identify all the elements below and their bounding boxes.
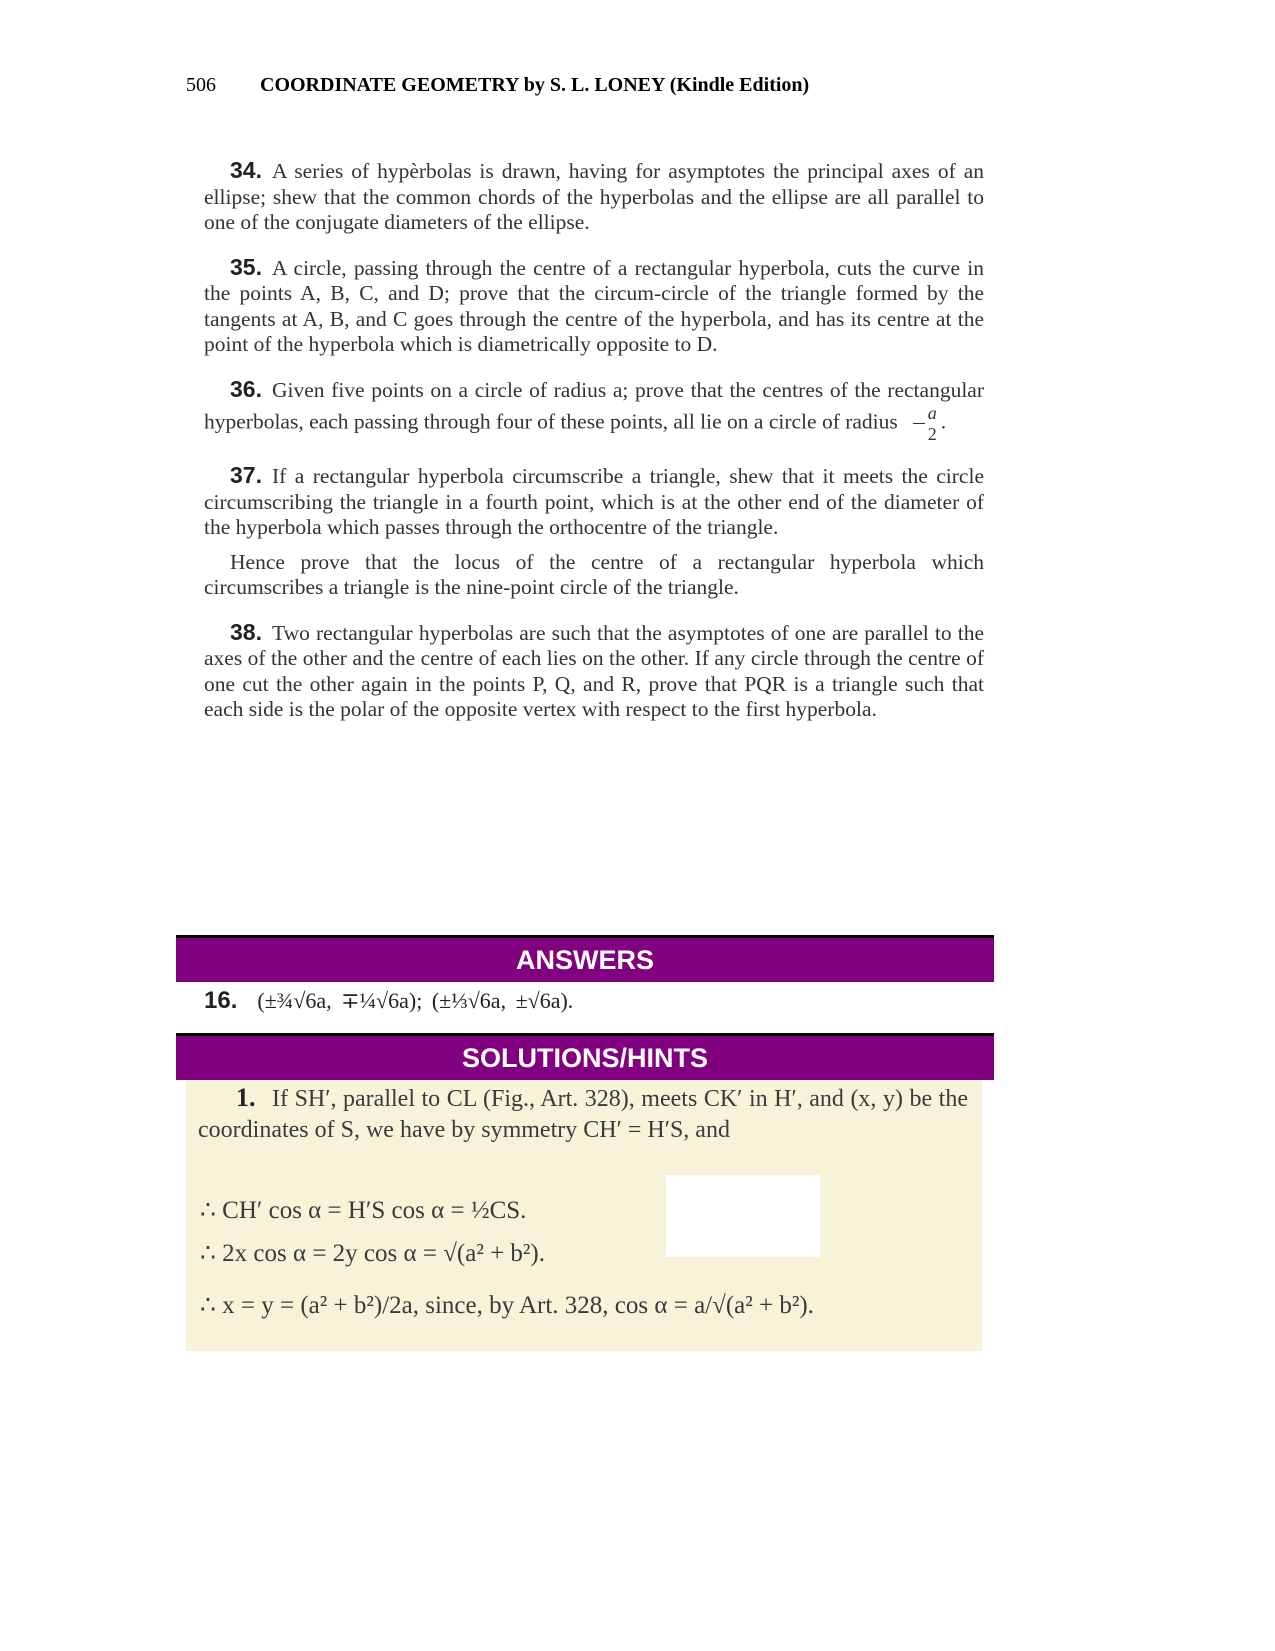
- blank-patch: [666, 1175, 820, 1257]
- book-title: COORDINATE GEOMETRY by S. L. LONEY (Kindle Edition): [260, 74, 810, 96]
- problem-text: A circle, passing through the centre of a rectangular hyperbola, cuts the curve in the points A, B, C, and D; prove that the circum-circle of the triangle formed by the tangents at A, B, and C goes through the centre of the hyperbola, and has its centre at the point of the hyperbola which is diametrically opposite to D.: [204, 255, 984, 356]
- problem-end: .: [940, 409, 947, 434]
- problem-text: Given five points on a circle of radius a; prove that the centres of the rectangular hyperbolas, each passing through four of these points, all lie on a circle of radius: [204, 377, 984, 434]
- solution-text: If SH′, parallel to CL (Fig., Art. 328), meets CK′ in H′, and (x, y) be the coordinates of S, we have by symmetry CH′ = H′S, and: [198, 1086, 969, 1143]
- page-header: [186, 74, 809, 97]
- solution-1-scan: [186, 1080, 982, 1351]
- answer-number: 16.: [204, 987, 238, 1014]
- problem-continuation: Hence prove that the locus of the centre of a rectangular hyperbola which circumscribes a triangle is the nine-point circle of the triangle.: [204, 549, 984, 599]
- problem-text: A series of hypèrbolas is drawn, having for asymptotes the principal axes of an ellipse; shew that the common chords of the hyperbolas and the ellipse are all parallel to one of the conjugate diameters of the ellipse.: [204, 159, 984, 234]
- problem-text: Two rectangular hyperbolas are such that the asymptotes of one are parallel to the axes of the other and the centre of each lies on the other. If any circle through the centre of one cut the other again in the points P, Q, and R, prove that PQR is a triangle such that each side is the polar of the opposite vertex with respect to the first hyperbola.: [204, 620, 984, 721]
- fraction-denominator: 2: [927, 424, 937, 444]
- equation-3: ∴ x = y = (a² + b²)/2a, since, by Art. 328, cos α = a/√(a² + b²).: [200, 1292, 814, 1319]
- problem-34: [204, 158, 984, 236]
- fraction-numerator: a: [927, 403, 937, 423]
- problem-number: 35.: [230, 253, 262, 280]
- answer-16: [204, 987, 573, 1015]
- answers-heading: ANSWERS: [176, 935, 994, 982]
- problem-number: 38.: [230, 618, 262, 645]
- problem-38: [204, 620, 984, 723]
- problem-number: 37.: [230, 462, 262, 488]
- problem-number: 36.: [230, 375, 262, 402]
- equation-2: ∴ 2x cos α = 2y cos α = √(a² + b²).: [200, 1240, 546, 1267]
- problems-section: [204, 158, 984, 742]
- solutions-heading: SOLUTIONS/HINTS: [176, 1033, 994, 1080]
- equation-1: ∴ CH′ cos α = H′S cos α = ½CS.: [200, 1197, 527, 1224]
- solution-number: 1.: [236, 1083, 256, 1112]
- problem-37: [204, 463, 984, 601]
- answer-expression: (±¾√6a, ∓¼√6a); (±⅓√6a, ±√6a).: [257, 988, 574, 1013]
- problem-text: If a rectangular hyperbola circumscribe a triangle, shew that it meets the circle circumscribing the triangle in a fourth point, which is at the other end of the diameter of the hyperbola which passes through the orthocentre of the triangle.: [204, 464, 984, 539]
- problem-36: [204, 377, 984, 445]
- problem-35: [204, 255, 984, 358]
- fraction-a-over-2: [902, 403, 937, 444]
- solution-paragraph: [198, 1082, 968, 1146]
- problem-number: 34.: [230, 157, 262, 183]
- page-number: 506: [186, 74, 216, 96]
